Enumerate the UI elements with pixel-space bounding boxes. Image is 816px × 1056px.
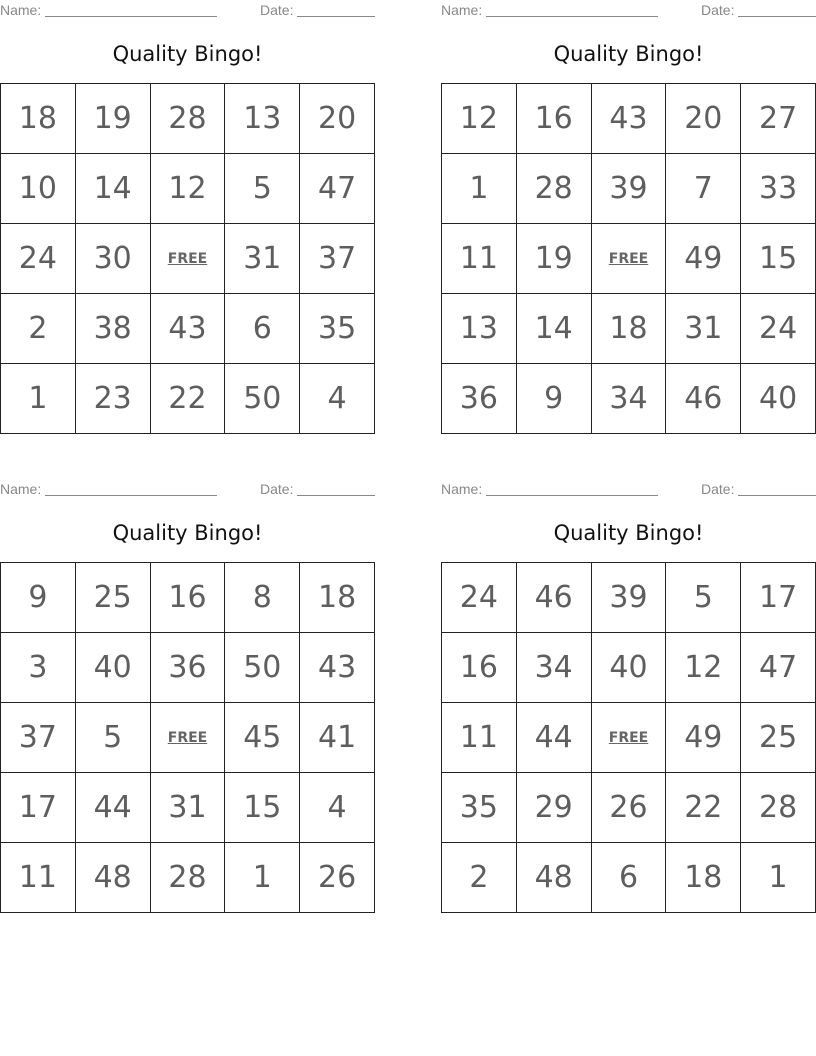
bingo-number-cell: 24 <box>442 563 517 633</box>
bingo-number-cell: 46 <box>666 364 741 434</box>
bingo-number-cell: 40 <box>76 633 151 703</box>
bingo-number-cell: 5 <box>666 563 741 633</box>
bingo-number-cell: 50 <box>225 364 300 434</box>
bingo-number-cell: 48 <box>76 843 151 913</box>
bingo-number-cell: 9 <box>1 563 76 633</box>
bingo-number-cell: 27 <box>741 84 816 154</box>
bingo-number-cell: 47 <box>741 633 816 703</box>
bingo-number-cell: 12 <box>442 84 517 154</box>
bingo-number-cell: 36 <box>442 364 517 434</box>
bingo-number-cell: 12 <box>666 633 741 703</box>
card-header <box>0 0 375 20</box>
date-field-line <box>297 495 375 496</box>
bingo-number-cell: 36 <box>151 633 226 703</box>
bingo-number-cell: 48 <box>517 843 592 913</box>
free-space-cell: FREE <box>592 224 667 294</box>
bingo-number-cell: 39 <box>592 563 667 633</box>
bingo-number-cell: 18 <box>592 294 667 364</box>
card-title: Quality Bingo! <box>112 521 263 545</box>
name-label: Name: <box>0 2 42 18</box>
bingo-number-cell: 37 <box>300 224 375 294</box>
bingo-number-cell: 34 <box>592 364 667 434</box>
bingo-number-cell: 22 <box>151 364 226 434</box>
bingo-number-cell: 17 <box>741 563 816 633</box>
bingo-number-cell: 1 <box>225 843 300 913</box>
bingo-number-cell: 14 <box>517 294 592 364</box>
date-label: Date: <box>701 481 735 497</box>
bingo-number-cell: 35 <box>442 773 517 843</box>
bingo-number-cell: 15 <box>741 224 816 294</box>
bingo-number-cell: 34 <box>517 633 592 703</box>
bingo-number-cell: 20 <box>300 84 375 154</box>
date-field-line <box>738 495 816 496</box>
bingo-number-cell: 28 <box>741 773 816 843</box>
bingo-number-cell: 28 <box>151 843 226 913</box>
card-title: Quality Bingo! <box>553 42 704 66</box>
bingo-number-cell: 28 <box>151 84 226 154</box>
bingo-number-cell: 19 <box>517 224 592 294</box>
bingo-number-cell: 18 <box>300 563 375 633</box>
bingo-number-cell: 28 <box>517 154 592 224</box>
bingo-number-cell: 13 <box>225 84 300 154</box>
bingo-number-cell: 11 <box>442 703 517 773</box>
bingo-number-cell: 49 <box>666 703 741 773</box>
bingo-number-cell: 25 <box>741 703 816 773</box>
bingo-number-cell: 20 <box>666 84 741 154</box>
date-label: Date: <box>701 2 735 18</box>
name-label: Name: <box>0 481 42 497</box>
bingo-grid <box>441 83 816 434</box>
bingo-grid <box>0 562 375 913</box>
date-field-line <box>297 16 375 17</box>
bingo-number-cell: 50 <box>225 633 300 703</box>
bingo-number-cell: 11 <box>1 843 76 913</box>
bingo-number-cell: 5 <box>76 703 151 773</box>
bingo-number-cell: 13 <box>442 294 517 364</box>
bingo-number-cell: 16 <box>151 563 226 633</box>
bingo-number-cell: 1 <box>741 843 816 913</box>
bingo-number-cell: 2 <box>1 294 76 364</box>
card-header <box>0 479 375 499</box>
date-label: Date: <box>260 2 294 18</box>
bingo-number-cell: 3 <box>1 633 76 703</box>
bingo-number-cell: 1 <box>1 364 76 434</box>
bingo-grid <box>441 562 816 913</box>
bingo-number-cell: 38 <box>76 294 151 364</box>
bingo-number-cell: 17 <box>1 773 76 843</box>
bingo-number-cell: 16 <box>517 84 592 154</box>
name-label: Name: <box>441 2 483 18</box>
bingo-number-cell: 44 <box>517 703 592 773</box>
card-title: Quality Bingo! <box>553 521 704 545</box>
bingo-number-cell: 30 <box>76 224 151 294</box>
bingo-number-cell: 43 <box>592 84 667 154</box>
bingo-number-cell: 31 <box>666 294 741 364</box>
bingo-number-cell: 9 <box>517 364 592 434</box>
bingo-number-cell: 18 <box>666 843 741 913</box>
bingo-number-cell: 43 <box>151 294 226 364</box>
bingo-number-cell: 46 <box>517 563 592 633</box>
bingo-number-cell: 16 <box>442 633 517 703</box>
bingo-number-cell: 14 <box>76 154 151 224</box>
bingo-number-cell: 31 <box>151 773 226 843</box>
bingo-number-cell: 43 <box>300 633 375 703</box>
free-space-cell: FREE <box>592 703 667 773</box>
bingo-number-cell: 26 <box>300 843 375 913</box>
name-field-line <box>45 16 217 17</box>
card-header <box>441 479 816 499</box>
bingo-number-cell: 40 <box>592 633 667 703</box>
bingo-number-cell: 11 <box>442 224 517 294</box>
date-field-line <box>738 16 816 17</box>
bingo-number-cell: 6 <box>592 843 667 913</box>
bingo-number-cell: 47 <box>300 154 375 224</box>
bingo-number-cell: 7 <box>666 154 741 224</box>
bingo-number-cell: 12 <box>151 154 226 224</box>
bingo-card-4 <box>441 479 816 913</box>
bingo-card-1 <box>0 0 375 434</box>
bingo-number-cell: 37 <box>1 703 76 773</box>
free-space-cell: FREE <box>151 224 226 294</box>
bingo-number-cell: 35 <box>300 294 375 364</box>
bingo-number-cell: 4 <box>300 773 375 843</box>
bingo-number-cell: 33 <box>741 154 816 224</box>
bingo-number-cell: 44 <box>76 773 151 843</box>
bingo-number-cell: 39 <box>592 154 667 224</box>
bingo-card-3 <box>0 479 375 913</box>
bingo-number-cell: 10 <box>1 154 76 224</box>
bingo-number-cell: 1 <box>442 154 517 224</box>
bingo-card-2 <box>441 0 816 434</box>
bingo-number-cell: 29 <box>517 773 592 843</box>
bingo-number-cell: 45 <box>225 703 300 773</box>
bingo-number-cell: 40 <box>741 364 816 434</box>
free-space-cell: FREE <box>151 703 226 773</box>
bingo-grid <box>0 83 375 434</box>
bingo-number-cell: 15 <box>225 773 300 843</box>
card-title: Quality Bingo! <box>112 42 263 66</box>
date-label: Date: <box>260 481 294 497</box>
name-label: Name: <box>441 481 483 497</box>
bingo-number-cell: 31 <box>225 224 300 294</box>
bingo-number-cell: 23 <box>76 364 151 434</box>
bingo-number-cell: 41 <box>300 703 375 773</box>
bingo-number-cell: 22 <box>666 773 741 843</box>
bingo-number-cell: 24 <box>741 294 816 364</box>
bingo-number-cell: 6 <box>225 294 300 364</box>
bingo-number-cell: 8 <box>225 563 300 633</box>
name-field-line <box>45 495 217 496</box>
bingo-number-cell: 2 <box>442 843 517 913</box>
bingo-number-cell: 26 <box>592 773 667 843</box>
bingo-number-cell: 24 <box>1 224 76 294</box>
card-header <box>441 0 816 20</box>
bingo-number-cell: 5 <box>225 154 300 224</box>
bingo-number-cell: 25 <box>76 563 151 633</box>
name-field-line <box>486 495 658 496</box>
bingo-number-cell: 18 <box>1 84 76 154</box>
bingo-number-cell: 49 <box>666 224 741 294</box>
bingo-number-cell: 4 <box>300 364 375 434</box>
bingo-number-cell: 19 <box>76 84 151 154</box>
name-field-line <box>486 16 658 17</box>
